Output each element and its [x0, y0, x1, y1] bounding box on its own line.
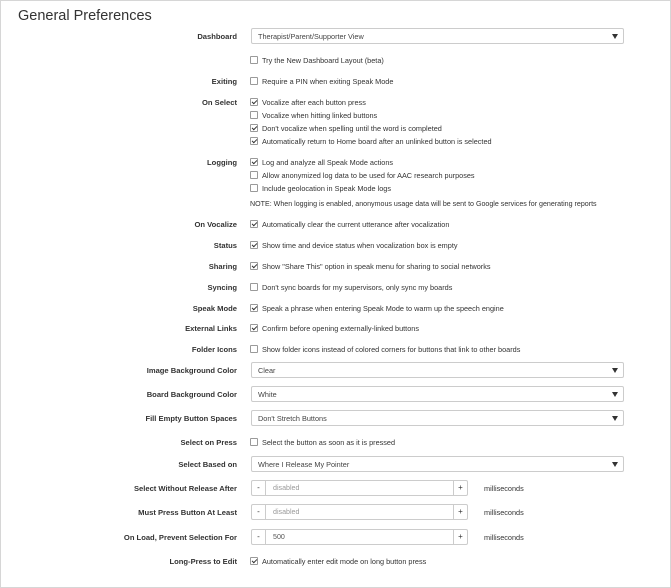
logging-option[interactable]	[250, 158, 393, 168]
status-checkbox[interactable]	[250, 241, 458, 251]
logging-option[interactable]	[250, 184, 391, 194]
checkbox-folder-icons[interactable]	[250, 345, 258, 353]
folder-icons-text: Show folder icons instead of colored corners for buttons that link to other boards	[262, 345, 521, 354]
folder-icons-checkbox[interactable]	[250, 345, 520, 355]
long-press-checkbox[interactable]	[250, 557, 426, 567]
logging-note: NOTE: When logging is enabled, anonymous usage data will be sent to Google services for generating reports	[250, 200, 597, 208]
syncing-label: Syncing	[207, 283, 237, 292]
unit-label: milliseconds	[484, 484, 524, 493]
logging-text: Allow anonymized log data to be used for AAC research purposes	[262, 171, 475, 180]
syncing-checkbox[interactable]	[250, 283, 452, 293]
checkbox-sharing[interactable]	[250, 262, 258, 270]
speak-mode-label: Speak Mode	[192, 304, 237, 313]
on-vocalize-text: Automatically clear the current utterance after vocalization	[262, 220, 450, 229]
logging-text: Include geolocation in Speak Mode logs	[262, 184, 391, 193]
board-bg-select[interactable]	[251, 386, 624, 402]
increment-button[interactable]: +	[453, 530, 467, 544]
on-vocalize-checkbox[interactable]	[250, 220, 449, 230]
speak-mode-checkbox[interactable]	[250, 304, 504, 314]
external-links-text: Confirm before opening externally-linked buttons	[262, 324, 419, 333]
unit-label: milliseconds	[484, 533, 524, 542]
chevron-down-icon	[612, 462, 618, 467]
must-press-label: Must Press Button At Least	[138, 508, 237, 517]
on-select-text: Don't vocalize when spelling until the word is completed	[262, 124, 442, 133]
select-based-on-label: Select Based on	[178, 460, 237, 469]
require-pin-checkbox[interactable]	[250, 77, 393, 87]
dashboard-value: Therapist/Parent/Supporter View	[258, 32, 364, 41]
on-select-option[interactable]	[250, 111, 377, 121]
select-on-press-text: Select the button as soon as it is pressed	[262, 438, 396, 447]
on-select-label: On Select	[201, 98, 237, 107]
board-bg-value: White	[258, 390, 277, 399]
dashboard-label: Dashboard	[197, 32, 237, 41]
checkbox-vocalize-each[interactable]	[250, 98, 258, 106]
sharing-checkbox[interactable]	[250, 262, 491, 272]
exiting-label: Exiting	[211, 77, 237, 86]
status-label: Status	[213, 241, 237, 250]
checkbox-select-on-press[interactable]	[250, 438, 258, 446]
unit-label: milliseconds	[484, 508, 524, 517]
new-dashboard-text: Try the New Dashboard Layout (beta)	[262, 56, 384, 65]
chevron-down-icon	[612, 368, 618, 373]
logging-label: Logging	[207, 158, 237, 167]
chevron-down-icon	[612, 392, 618, 397]
on-vocalize-label: On Vocalize	[194, 220, 237, 229]
on-select-text: Automatically return to Home board after an unlinked button is selected	[262, 137, 492, 146]
require-pin-text: Require a PIN when exiting Speak Mode	[262, 77, 394, 86]
long-press-label: Long-Press to Edit	[169, 557, 237, 566]
increment-button[interactable]: +	[453, 481, 467, 495]
decrement-button[interactable]: -	[252, 505, 266, 519]
select-without-release-stepper[interactable]	[251, 480, 468, 496]
on-load-stepper[interactable]	[251, 529, 468, 545]
logging-text: Log and analyze all Speak Mode actions	[262, 158, 394, 167]
external-links-checkbox[interactable]	[250, 324, 419, 334]
stepper-value[interactable]: 500	[273, 533, 285, 541]
chevron-down-icon	[612, 34, 618, 39]
increment-button[interactable]: +	[453, 505, 467, 519]
long-press-text: Automatically enter edit mode on long button press	[262, 557, 427, 566]
fill-empty-select[interactable]	[251, 410, 624, 426]
checkbox-log-analyze[interactable]	[250, 158, 258, 166]
on-select-option[interactable]	[250, 98, 366, 108]
checkbox-status[interactable]	[250, 241, 258, 249]
board-bg-label: Board Background Color	[146, 390, 237, 399]
chevron-down-icon	[612, 416, 618, 421]
checkbox-long-press[interactable]	[250, 557, 258, 565]
image-bg-select[interactable]	[251, 362, 624, 378]
decrement-button[interactable]: -	[252, 481, 266, 495]
speak-mode-text: Speak a phrase when entering Speak Mode to warm up the speech engine	[262, 304, 504, 313]
fill-empty-label: Fill Empty Button Spaces	[145, 414, 237, 423]
fill-empty-value: Don't Stretch Buttons	[258, 414, 327, 423]
status-text: Show time and device status when vocalization box is empty	[262, 241, 458, 250]
checkbox-new-layout[interactable]	[250, 56, 258, 64]
checkbox-spelling[interactable]	[250, 124, 258, 132]
on-select-option[interactable]	[250, 137, 492, 147]
image-bg-label: Image Background Color	[146, 366, 237, 375]
on-load-label: On Load, Prevent Selection For	[123, 533, 237, 542]
external-links-label: External Links	[185, 324, 237, 333]
checkbox-return-home[interactable]	[250, 137, 258, 145]
on-select-text: Vocalize when hitting linked buttons	[262, 111, 378, 120]
select-based-on-value: Where I Release My Pointer	[258, 460, 350, 469]
checkbox-vocalize-linked[interactable]	[250, 111, 258, 119]
folder-icons-label: Folder Icons	[191, 345, 237, 354]
syncing-text: Don't sync boards for my supervisors, only sync my boards	[262, 283, 453, 292]
decrement-button[interactable]: -	[252, 530, 266, 544]
select-on-press-checkbox[interactable]	[250, 438, 395, 448]
page-title: General Preferences	[18, 8, 152, 24]
image-bg-value: Clear	[258, 366, 276, 375]
on-select-option[interactable]	[250, 124, 442, 134]
checkbox-syncing[interactable]	[250, 283, 258, 291]
logging-option[interactable]	[250, 171, 475, 181]
checkbox-geolocation[interactable]	[250, 184, 258, 192]
sharing-text: Show "Share This" option in speak menu for sharing to social networks	[262, 262, 491, 271]
must-press-stepper[interactable]	[251, 504, 468, 520]
on-select-text: Vocalize after each button press	[262, 98, 366, 107]
sharing-label: Sharing	[208, 262, 237, 271]
select-without-release-label: Select Without Release After	[133, 484, 237, 493]
checkbox-clear-utterance[interactable]	[250, 220, 258, 228]
select-based-on-select[interactable]	[251, 456, 624, 472]
checkbox-external-links[interactable]	[250, 324, 258, 332]
checkbox-research[interactable]	[250, 171, 258, 179]
dashboard-select[interactable]	[251, 28, 624, 44]
checkbox-speak-mode[interactable]	[250, 304, 258, 312]
checkbox-require-pin[interactable]	[250, 77, 258, 85]
stepper-value[interactable]: disabled	[273, 508, 300, 516]
stepper-value[interactable]: disabled	[273, 484, 300, 492]
new-dashboard-checkbox[interactable]	[250, 56, 384, 66]
select-on-press-label: Select on Press	[180, 438, 237, 447]
